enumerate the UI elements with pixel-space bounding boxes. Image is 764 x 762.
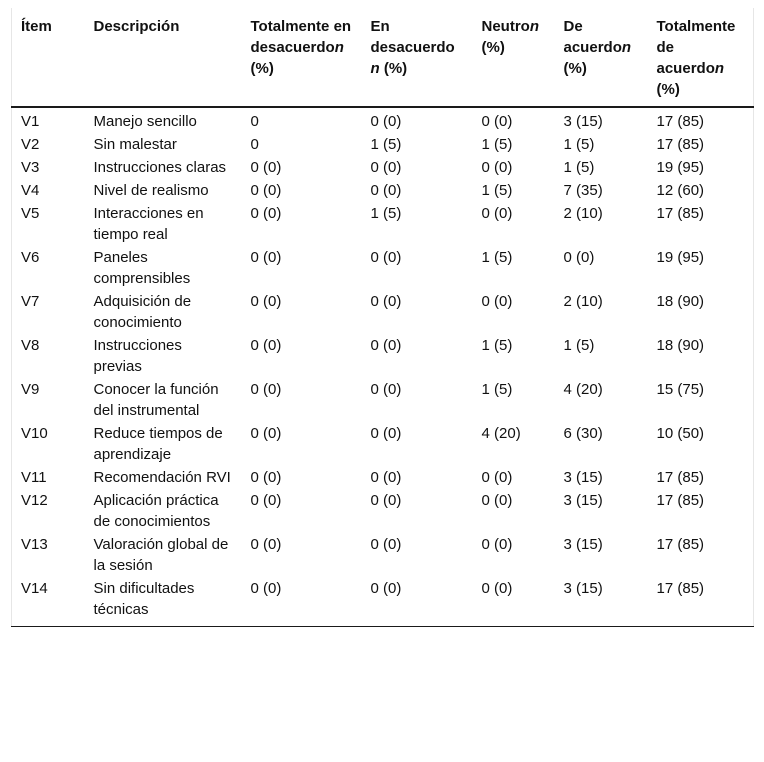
strongly-agree-cell: 17 (85) xyxy=(656,136,705,153)
neutral-cell: 0 (0) xyxy=(481,580,513,597)
strongly-agree-cell: 15 (75) xyxy=(656,381,705,398)
strongly-agree-cell: 17 (85) xyxy=(656,113,705,130)
disagree-cell: 0 (0) xyxy=(370,159,402,176)
header-neutral: Neutron (%) xyxy=(473,8,555,107)
strongly-disagree-cell: 0 (0) xyxy=(250,580,282,597)
strongly-disagree-cell: 0 xyxy=(250,136,259,153)
strongly-agree-cell: 18 (90) xyxy=(656,337,705,354)
header-description: Descripción xyxy=(85,8,242,107)
description-cell: Sin malestar xyxy=(93,136,177,153)
neutral-cell: 0 (0) xyxy=(481,536,513,553)
header-item: Ítem xyxy=(12,8,85,107)
table-row xyxy=(12,378,754,422)
neutral-cell: 0 (0) xyxy=(481,205,513,222)
item-cell: V5 xyxy=(21,205,40,222)
neutral-cell: 1 (5) xyxy=(481,249,513,266)
neutral-cell: 1 (5) xyxy=(481,337,513,354)
strongly-agree-cell: 17 (85) xyxy=(656,205,705,222)
item-cell: V6 xyxy=(21,249,40,266)
item-cell: V13 xyxy=(21,536,48,553)
description-cell: Conocer la función del instrumental xyxy=(93,381,219,419)
agree-cell: 1 (5) xyxy=(563,337,595,354)
item-cell: V7 xyxy=(21,293,40,310)
agree-cell: 1 (5) xyxy=(563,159,595,176)
table-row xyxy=(12,466,754,489)
strongly-agree-cell: 19 (95) xyxy=(656,249,705,266)
strongly-disagree-cell: 0 (0) xyxy=(250,425,282,442)
item-cell: V4 xyxy=(21,182,40,199)
strongly-disagree-cell: 0 (0) xyxy=(250,492,282,509)
strongly-disagree-cell: 0 (0) xyxy=(250,205,282,222)
description-cell: Sin dificultades técnicas xyxy=(93,580,195,618)
disagree-cell: 0 (0) xyxy=(370,293,402,310)
strongly-agree-cell: 18 (90) xyxy=(656,293,705,310)
disagree-cell: 0 (0) xyxy=(370,425,402,442)
header-row xyxy=(12,8,754,107)
disagree-cell: 0 (0) xyxy=(370,469,402,486)
strongly-disagree-cell: 0 (0) xyxy=(250,381,282,398)
strongly-agree-cell: 17 (85) xyxy=(656,469,705,486)
agree-cell: 4 (20) xyxy=(563,381,603,398)
agree-cell: 6 (30) xyxy=(563,425,603,442)
table-row xyxy=(12,202,754,246)
neutral-cell: 0 (0) xyxy=(481,492,513,509)
table-row xyxy=(12,107,754,133)
agree-cell: 1 (5) xyxy=(563,136,595,153)
table-row xyxy=(12,489,754,533)
neutral-cell: 1 (5) xyxy=(481,381,513,398)
header-strongly-agree: Totalmente de acuerdon (%) xyxy=(648,8,754,107)
description-cell: Reduce tiempos de aprendizaje xyxy=(93,425,223,463)
table-row xyxy=(12,133,754,156)
description-cell: Paneles comprensibles xyxy=(93,249,191,287)
item-cell: V14 xyxy=(21,580,48,597)
description-cell: Instrucciones claras xyxy=(93,159,227,176)
disagree-cell: 0 (0) xyxy=(370,337,402,354)
item-cell: V12 xyxy=(21,492,48,509)
strongly-disagree-cell: 0 (0) xyxy=(250,536,282,553)
neutral-cell: 0 (0) xyxy=(481,293,513,310)
neutral-cell: 0 (0) xyxy=(481,469,513,486)
neutral-cell: 1 (5) xyxy=(481,136,513,153)
disagree-cell: 0 (0) xyxy=(370,182,402,199)
description-cell: Aplicación práctica de conocimientos xyxy=(93,492,219,530)
header-agree: De acuerdon (%) xyxy=(555,8,648,107)
disagree-cell: 0 (0) xyxy=(370,536,402,553)
strongly-agree-cell: 10 (50) xyxy=(656,425,705,442)
item-cell: V9 xyxy=(21,381,40,398)
item-cell: V1 xyxy=(21,113,40,130)
description-cell: Adquisición de conocimiento xyxy=(93,293,192,331)
header-disagree: En desacuerdo n (%) xyxy=(362,8,473,107)
item-cell: V10 xyxy=(21,425,48,442)
strongly-disagree-cell: 0 (0) xyxy=(250,293,282,310)
description-cell: Instrucciones previas xyxy=(93,337,182,375)
item-cell: V3 xyxy=(21,159,40,176)
agree-cell: 3 (15) xyxy=(563,469,603,486)
header-strongly-disagree: Totalmente en desacuerdon (%) xyxy=(242,8,362,107)
strongly-agree-cell: 17 (85) xyxy=(656,492,705,509)
strongly-agree-cell: 17 (85) xyxy=(656,536,705,553)
neutral-cell: 0 (0) xyxy=(481,113,513,130)
table-row xyxy=(12,334,754,378)
strongly-agree-cell: 19 (95) xyxy=(656,159,705,176)
survey-results-table xyxy=(11,8,754,627)
agree-cell: 2 (10) xyxy=(563,293,603,310)
agree-cell: 0 (0) xyxy=(563,249,595,266)
agree-cell: 3 (15) xyxy=(563,536,603,553)
neutral-cell: 0 (0) xyxy=(481,159,513,176)
description-cell: Recomendación RVI xyxy=(93,469,231,486)
strongly-disagree-cell: 0 (0) xyxy=(250,159,282,176)
description-cell: Interacciones en tiempo real xyxy=(93,205,204,243)
disagree-cell: 0 (0) xyxy=(370,580,402,597)
table-row xyxy=(12,533,754,577)
disagree-cell: 0 (0) xyxy=(370,381,402,398)
strongly-disagree-cell: 0 (0) xyxy=(250,469,282,486)
table-row xyxy=(12,246,754,290)
agree-cell: 2 (10) xyxy=(563,205,603,222)
description-cell: Nivel de realismo xyxy=(93,182,209,199)
table-row xyxy=(12,422,754,466)
disagree-cell: 1 (5) xyxy=(370,136,402,153)
strongly-agree-cell: 12 (60) xyxy=(656,182,705,199)
neutral-cell: 4 (20) xyxy=(481,425,521,442)
item-cell: V8 xyxy=(21,337,40,354)
disagree-cell: 1 (5) xyxy=(370,205,402,222)
strongly-disagree-cell: 0 (0) xyxy=(250,249,282,266)
table-row xyxy=(12,577,754,627)
description-cell: Valoración global de la sesión xyxy=(93,536,229,574)
disagree-cell: 0 (0) xyxy=(370,492,402,509)
agree-cell: 3 (15) xyxy=(563,580,603,597)
agree-cell: 3 (15) xyxy=(563,113,603,130)
strongly-disagree-cell: 0 (0) xyxy=(250,182,282,199)
strongly-disagree-cell: 0 (0) xyxy=(250,337,282,354)
table-row xyxy=(12,290,754,334)
strongly-disagree-cell: 0 xyxy=(250,113,259,130)
agree-cell: 3 (15) xyxy=(563,492,603,509)
strongly-agree-cell: 17 (85) xyxy=(656,580,705,597)
agree-cell: 7 (35) xyxy=(563,182,603,199)
table-body xyxy=(12,107,754,627)
disagree-cell: 0 (0) xyxy=(370,113,402,130)
table-row xyxy=(12,156,754,179)
item-cell: V2 xyxy=(21,136,40,153)
table-row xyxy=(12,179,754,202)
description-cell: Manejo sencillo xyxy=(93,113,197,130)
disagree-cell: 0 (0) xyxy=(370,249,402,266)
neutral-cell: 1 (5) xyxy=(481,182,513,199)
item-cell: V11 xyxy=(21,469,47,486)
